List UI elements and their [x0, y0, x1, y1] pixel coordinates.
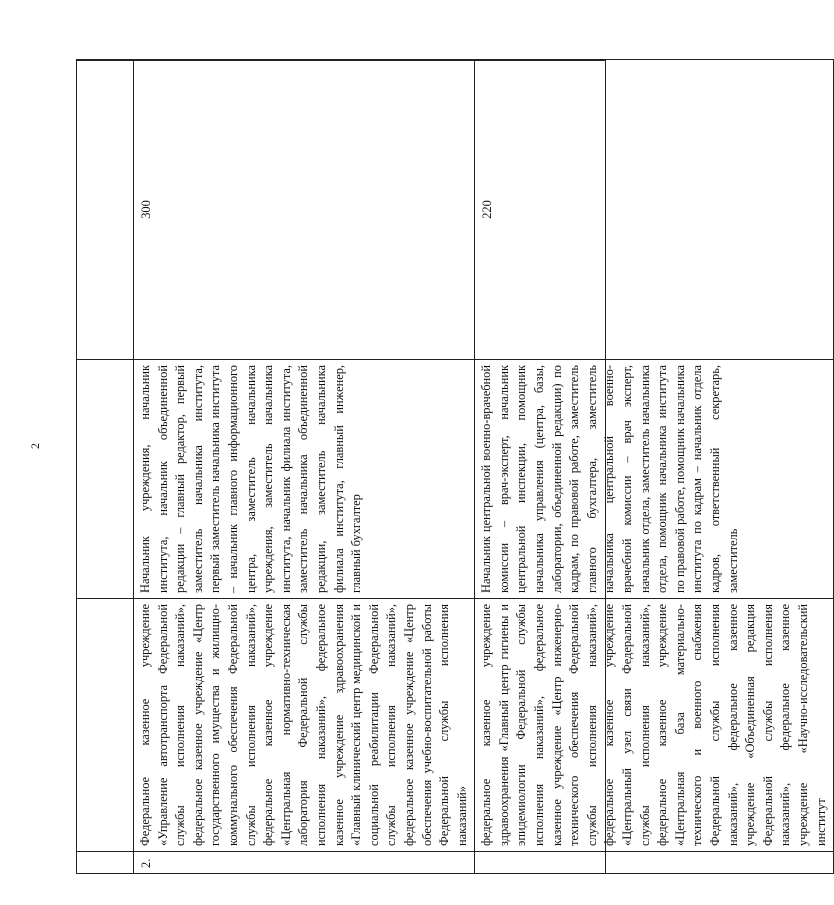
page-number: 2 — [28, 443, 42, 449]
row-number-cell — [475, 852, 834, 874]
table-row — [77, 60, 134, 874]
row-number-cell — [77, 852, 134, 874]
row-number-cell: 2. — [134, 852, 475, 874]
amount-cell: 300 — [134, 60, 475, 360]
institutions-cell: федеральное казенное учреждение здравоохранения «Главный центр гигиены и эпидемиологии Федеральной службы исполнения наказаний», федеральное казенное учреждение «Центр инженерно-технического обеспечения Федеральной службы исполнения наказаний», федеральное казенное учреждение «Центральный узел связи Федеральной службы исполнения наказаний», федеральное казенное учреждение «Центральная база материально-технического и военного снабжения Федеральной службы исполнения наказаний», федеральное казенное учреждение «Объединенная редакция Федеральной службы исполнения наказаний», федеральное казенное учреждение «Научно-исследовательский институт — [475, 599, 834, 852]
positions-cell: Начальник центральной военно-врачебной комиссии – врач-эксперт, начальник центральной инспекции, помощник начальника управления (центра, базы, лаборатории, объединенной редакции) по кадрам, по правовой работе, заместитель главного бухгалтера, заместитель начальника центральной военно-врачебной комиссии – врач эксперт, начальник отдела, заместитель начальника отдела, помощник начальника института по правовой работе, помощник начальника института по кадрам – начальник отдела кадров, ответственный секретарь, заместитель — [475, 360, 834, 599]
rotated-table-container — [76, 60, 828, 874]
amount-cell — [77, 60, 134, 360]
institutions-cell — [77, 599, 134, 852]
positions-cell — [77, 360, 134, 599]
amount-cell: 220 — [475, 60, 834, 360]
table-row — [475, 60, 834, 874]
positions-cell: Начальник учреждения, начальник института, начальник объединенной редакции – главный редактор, первый заместитель начальника института, первый заместитель начальника института – начальник главного информационного центра, заместитель начальника учреждения, заместитель начальника института, начальник филиала института, заместитель начальника объединенной редакции, заместитель начальника филиала института, главный инженер, главный бухгалтер — [134, 360, 475, 599]
allowance-table — [76, 59, 834, 874]
institutions-cell: Федеральное казенное учреждение «Управление автотранспорта Федеральной службы исполнения наказаний», федеральное казенное учреждение «Центр государственного имущества и жилищно-коммунального обеспечения Федеральной службы исполнения наказаний», федеральное казенное учреждение «Центральная нормативно-техническая лаборатория Федеральной службы исполнения наказаний», федеральное казенное учреждение здравоохранения «Главный клинический центр медицинской и социальной реабилитации Федеральной службы исполнения наказаний», федеральное казенное учреждение «Центр обеспечения учебно-воспитательной работы Федеральной службы исполнения наказаний» — [134, 599, 475, 852]
table-row — [134, 60, 475, 874]
